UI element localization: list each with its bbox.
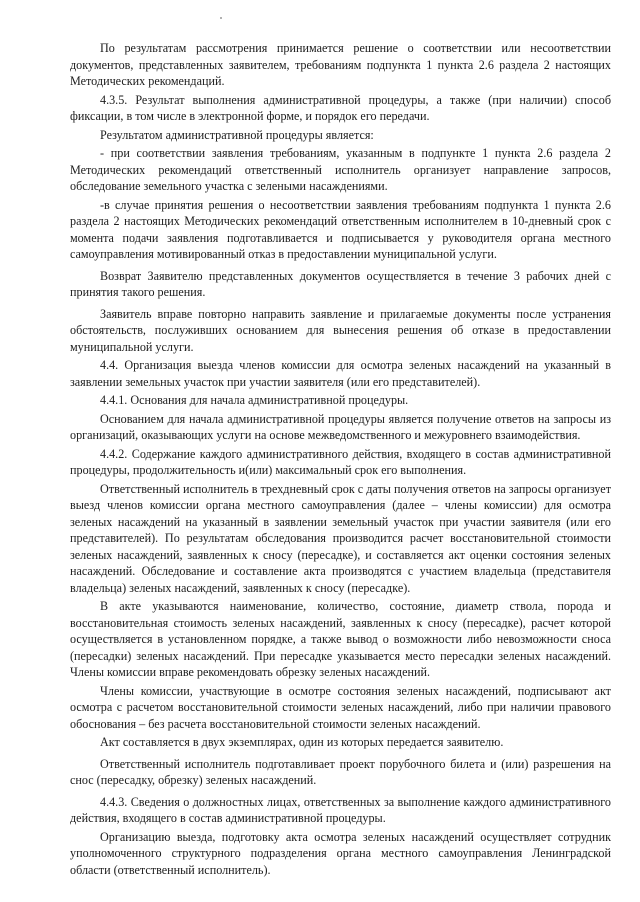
paragraph: В акте указываются наименование, количество, состояние, диаметр ствола, порода и восстановительная стоимость зеленых насаждений, заявленных к сносу (пересадке), расчет которой осуществляется в установленном порядке, а также вывод о возможности либо невозможности сноса (пересадки) зеленых насаждений. При пересадке указывается место пересадки зеленых насаждений. Члены комиссии вправе рекомендовать обрезку зеленых насаждений. (70, 599, 611, 679)
paragraph: Организацию выезда, подготовку акта осмотра зеленых насаждений осуществляет сотрудник уполномоченного структурного подразделения органа местного самоуправления Ленинградской области (ответственный исполнитель). (70, 829, 611, 877)
paragraph: Члены комиссии, участвующие в осмотре состояния зеленых насаждений, подписывают акт осмотра с расчетом восстановительной стоимости зеленых насаждений, либо при наличии правового обоснования – без расчета восстановительной стоимости зеленых насаждений. (70, 683, 611, 731)
scan-speck (220, 17, 222, 19)
document-body (70, 40, 611, 880)
paragraph: 4.4.3. Сведения о должностных лицах, ответственных за выполнение каждого административного действия, входящего в состав административной процедуры. (70, 794, 611, 825)
paragraph: Ответственный исполнитель в трехдневный срок с даты получения ответов на запросы организует выезд членов комиссии органа местного самоуправления (далее – члены комиссии) для осмотра зеленых насаждений на указанный в заявлении земельный участок при участии заявителя (или его представителей). По результатам обследования производится расчет восстановительной стоимости зеленых насаждений, заявленных к сносу (пересадке), и составляется акт оценки состояния зеленых насаждений. Обследование и составление акта производятся с участием владельца (представителя владельца) зеленых насаждений, заявленных к сносу (пересадке). (70, 481, 611, 595)
paragraph: Возврат Заявителю представленных документов осуществляется в течение 3 рабочих дней с принятия такого решения. (70, 268, 611, 299)
paragraph: Акт составляется в двух экземплярах, один из которых передается заявителю. (100, 735, 504, 749)
paragraph: Ответственный исполнитель подготавливает проект порубочного билета и (или) разрешения на снос (пересадку, обрезку) зеленых насаждений. (70, 756, 611, 787)
paragraph: Результатом административной процедуры является: (100, 127, 374, 142)
paragraph: Основанием для начала административной процедуры является получение ответов на запросы из организаций, оказывающих услуги на основе межведомственного и межуровнего взаимодействия. (70, 411, 611, 442)
paragraph: Заявитель вправе повторно направить заявление и прилагаемые документы после устранения обстоятельств, послуживших основанием для вынесения решения об отказе в предоставлении муниципальной услуги. (70, 306, 611, 354)
paragraph: -в случае принятия решения о несоответствии заявления требованиям подпункта 1 пункта 2.6 раздела 2 настоящих Методических рекомендаций ответственным исполнителем в 10-дневный срок с момента подачи заявления подготавливается и подписывается у руководителя органа местного самоуправления мотивированный отказ в предоставлении муниципальной услуги. (70, 197, 611, 261)
paragraph: - при соответствии заявления требованиям, указанным в подпункте 1 пункта 2.6 раздела 2 Методических рекомендаций ответственный исполнитель организует направление запросов, обследование земельного участка с зелеными насаждениями. (70, 146, 611, 193)
paragraph: 4.3.5. Результат выполнения административной процедуры, а также (при наличии) способ фиксации, в том числе в электронной форме, и порядок его передачи. (70, 92, 611, 123)
paragraph: По результатам рассмотрения принимается решение о соответствии или несоответствии документов, представленных заявителем, требованиям подпункта 1 пункта 2.6 раздела 2 настоящих Методических рекомендаций. (70, 41, 611, 88)
paragraph: 4.4.1. Основания для начала административной процедуры. (100, 393, 409, 407)
paragraph: 4.4.2. Содержание каждого административного действия, входящего в состав административной процедуры, продолжительность и(или) максимальный срок его выполнения. (70, 446, 611, 477)
paragraph: 4.4. Организация выезда членов комиссии для осмотра зеленых насаждений на указанный в заявлении земельных участок при участии заявителя (или его представителей). (70, 358, 611, 389)
